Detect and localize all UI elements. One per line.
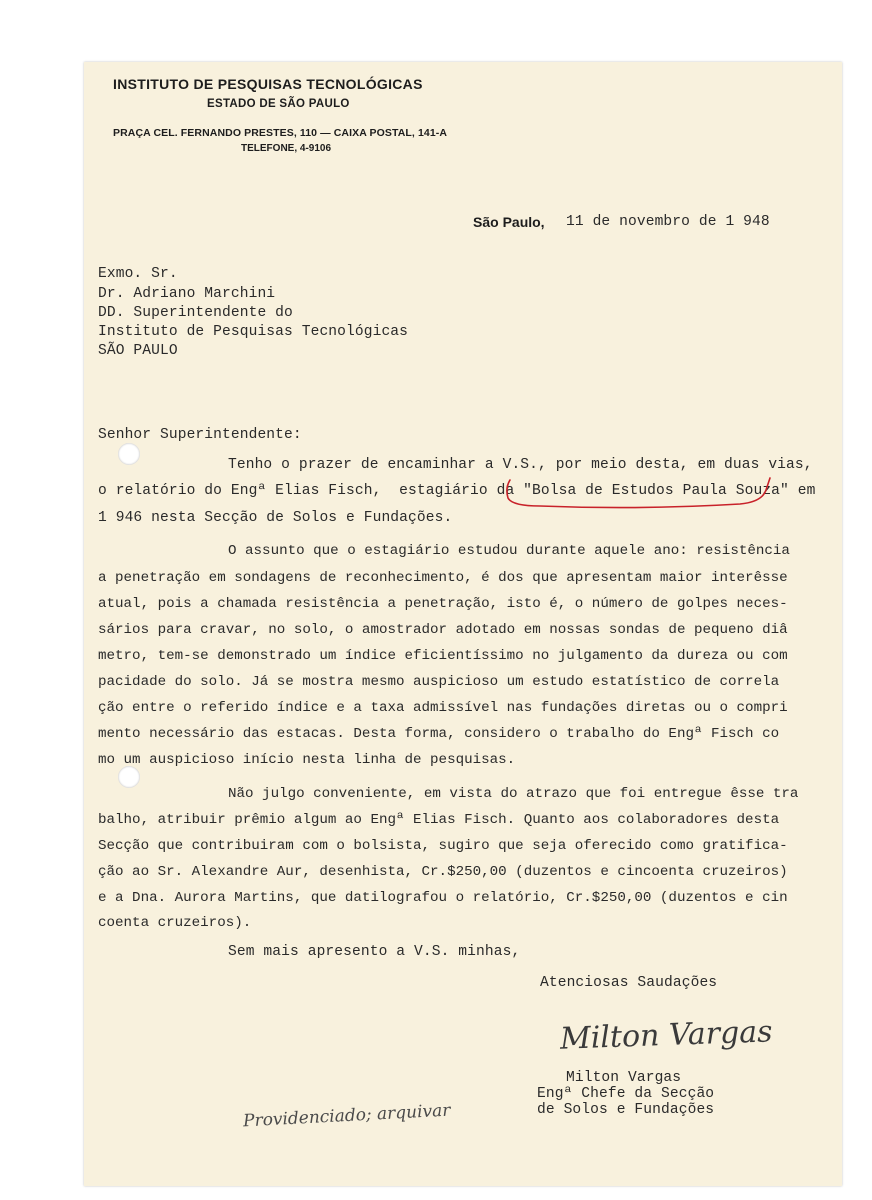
paragraph-2-line: mo um auspicioso início nesta linha de pesquisas. xyxy=(98,752,516,768)
closing-line: Sem mais apresento a V.S. minhas, xyxy=(228,944,521,960)
paragraph-2-line: ção entre o referido índice e a taxa admissível nas fundações diretas ou o compri xyxy=(98,700,788,716)
salutation: Senhor Superintendente: xyxy=(98,427,302,443)
paragraph-3-line: Não julgo conveniente, em vista do atrazo que foi entregue êsse tra xyxy=(228,786,799,802)
date-city: São Paulo, xyxy=(473,214,545,230)
recipient-line: DD. Superintendente do xyxy=(98,305,293,321)
paragraph-2-line: metro, tem-se demonstrado um índice eficientíssimo no julgamento da dureza ou com xyxy=(98,648,788,664)
paragraph-3-line: Secção que contribuiram com o bolsista, sugiro que seja oferecido como gratifica- xyxy=(98,838,788,854)
paragraph-3-line: e a Dna. Aurora Martins, que datilografou o relatório, Cr.$250,00 (duzentos e cin xyxy=(98,890,788,906)
signatory-line: Milton Vargas xyxy=(566,1070,682,1086)
paragraph-2-line: pacidade do solo. Já se mostra mesmo auspicioso um estudo estatístico de correla xyxy=(98,674,780,690)
recipient-line: Dr. Adriano Marchini xyxy=(98,286,276,302)
signatory-line: de Solos e Fundações xyxy=(537,1102,715,1118)
signatory-line: Engª Chefe da Secção xyxy=(537,1086,715,1102)
red-underline-mark xyxy=(500,476,780,512)
highlighted-scholarship-name: "Bolsa de Estudos Paula Souza" xyxy=(523,483,789,499)
paragraph-1-line: Tenho o prazer de encaminhar a V.S., por meio desta, em duas vias, xyxy=(228,457,813,473)
letterhead-state: ESTADO DE SÃO PAULO xyxy=(207,98,350,110)
paragraph-1-line: 1 946 nesta Secção de Solos e Fundações. xyxy=(98,510,453,526)
date-value: 11 de novembro de 1 948 xyxy=(566,214,770,230)
punch-hole-bottom xyxy=(118,766,140,788)
paragraph-2-line: O assunto que o estagiário estudou durante aquele ano: resistência xyxy=(228,543,790,559)
paragraph-3-line: balho, atribuir prêmio algum ao Engª Elias Fisch. Quanto aos colaboradores desta xyxy=(98,812,780,828)
paragraph-2-line: sários para cravar, no solo, o amostrador adotado em nossas sondas de pequeno diâ xyxy=(98,622,788,638)
paragraph-2-line: atual, pois a chamada resistência a penetração, isto é, o número de golpes neces- xyxy=(98,596,788,612)
letterhead-phone: TELEFONE, 4-9106 xyxy=(241,143,332,154)
paragraph-2-line: a penetração em sondagens de reconhecimento, é dos que apresentam maior interêsse xyxy=(98,570,788,586)
letterhead-address: PRAÇA CEL. FERNANDO PRESTES, 110 — CAIXA POSTAL, 141-A xyxy=(113,127,448,139)
paragraph-3-line: ção ao Sr. Alexandre Aur, desenhista, Cr.$250,00 (duzentos e cincoenta cruzeiros) xyxy=(98,864,788,880)
regards: Atenciosas Saudações xyxy=(540,975,718,991)
recipient-line: SÃO PAULO xyxy=(98,343,178,359)
signature: Milton Vargas xyxy=(559,1014,774,1057)
paragraph-1-text: em xyxy=(788,483,816,499)
handwritten-note: Providenciado; arquivar xyxy=(242,1100,451,1132)
recipient-line: Exmo. Sr. xyxy=(98,266,178,282)
punch-hole-top xyxy=(118,443,140,465)
letterhead-institute: INSTITUTO DE PESQUISAS TECNOLÓGICAS xyxy=(113,76,423,92)
paragraph-2-line: mento necessário das estacas. Desta forma, considero o trabalho do Engª Fisch co xyxy=(98,726,780,742)
paragraph-3-line: coenta cruzeiros). xyxy=(98,915,252,931)
paragraph-1-text: o relatório do Engª Elias Fisch, estagiário da xyxy=(98,483,524,499)
recipient-line: Instituto de Pesquisas Tecnológicas xyxy=(98,324,409,340)
